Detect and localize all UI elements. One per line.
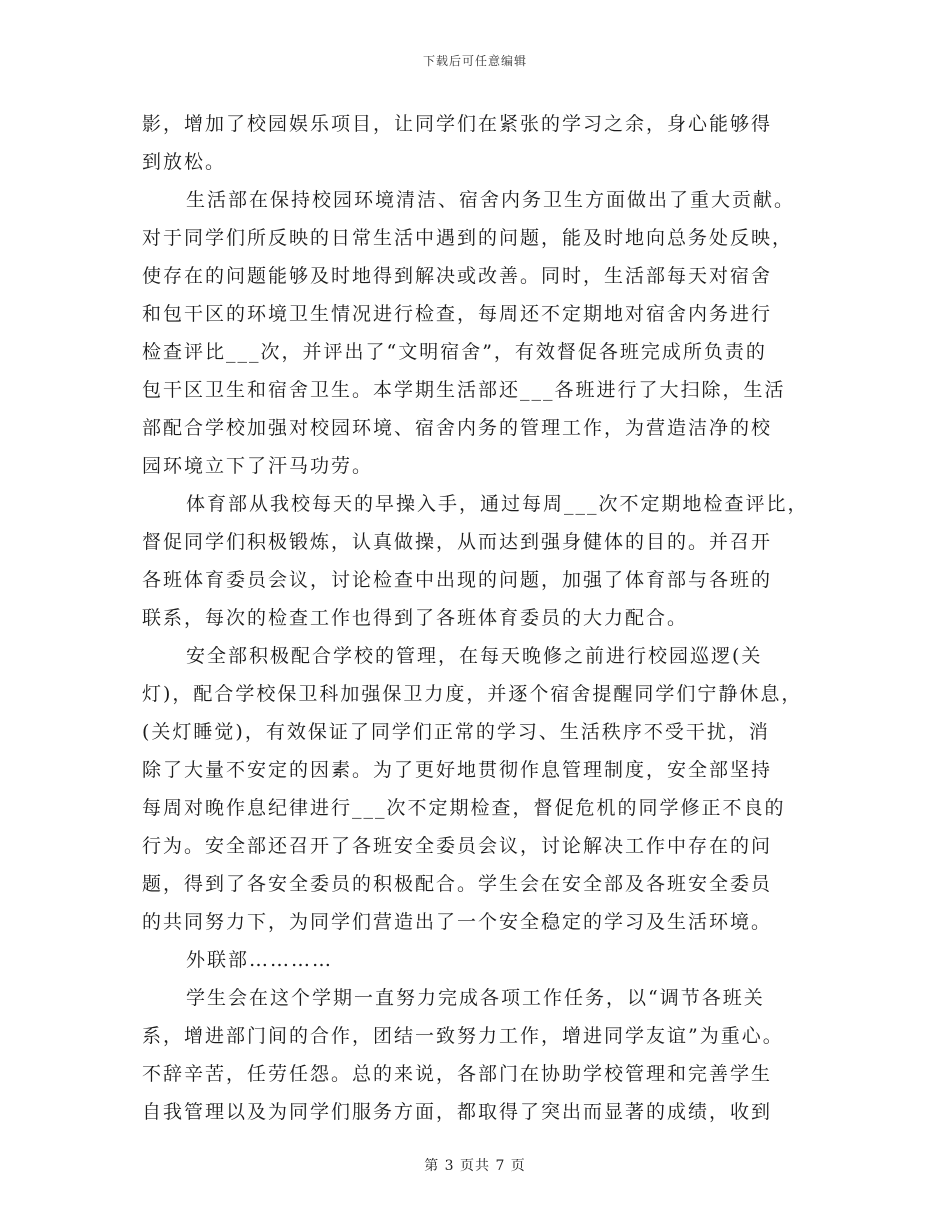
- paragraph-first-line: 学生会在这个学期一直努力完成各项工作任务，以“调节各班关: [186, 987, 765, 1009]
- paragraph-line: 每周对晚作息纪律进行___次不定期检查，督促危机的同学修正不良的: [142, 797, 786, 819]
- paragraph-line: 各班体育委员会议，讨论检查中出现的问题，加强了体育部与各班的: [142, 569, 773, 591]
- paragraph-line: 的共同努力下，为同学们营造出了一个安全稳定的学习及生活环境。: [142, 911, 773, 933]
- paragraph-first-line: 生活部在保持校园环境清洁、宿舍内务卫生方面做出了重大贡献。: [186, 189, 796, 211]
- paragraph-first-line: 体育部从我校每天的早操入手，通过每周___次不定期地检查评比，: [186, 493, 809, 515]
- paragraph-line: 联系，每次的检查工作也得到了各班体育委员的大力配合。: [142, 607, 689, 629]
- paragraph-line: 题，得到了各安全委员的积极配合。学生会在安全部及各班安全委员: [142, 873, 773, 895]
- document-body: [142, 105, 822, 1131]
- paragraph-line: 和包干区的环境卫生情况进行检查，每周还不定期地对宿舍内务进行: [142, 303, 773, 325]
- paragraph-line: 检查评比___次，并评出了“文明宿舍”，有效督促各班完成所负责的: [142, 341, 767, 363]
- paragraph-line: 包干区卫生和宿舍卫生。本学期生活部还___各班进行了大扫除，生活: [142, 379, 786, 401]
- paragraph-line: 自我管理以及为同学们服务方面，都取得了突出而显著的成绩，收到: [142, 1101, 773, 1123]
- paragraph-line: (关灯睡觉)，有效保证了同学们正常的学习、生活秩序不受干扰，消: [142, 721, 770, 743]
- paragraph-line: 影，增加了校园娱乐项目，让同学们在紧张的学习之余，身心能够得: [142, 113, 773, 135]
- paragraph-line: 系，增进部门间的合作，团结一致努力工作，增进同学友谊”为重心。: [142, 1025, 784, 1047]
- paragraph-line: 行为。安全部还召开了各班安全委员会议，讨论解决工作中存在的问: [142, 835, 773, 857]
- paragraph-first-line: 安全部积极配合学校的管理，在每天晚修之前进行校园巡逻(关: [186, 645, 763, 667]
- paragraph-line: 到放松。: [142, 151, 227, 173]
- paragraph-line: 督促同学们积极锻炼，认真做操，从而达到强身健体的目的。并召开: [142, 531, 773, 553]
- page-header: 下载后可任意编辑: [422, 54, 527, 68]
- paragraph-line: 部配合学校加强对校园环境、宿舍内务的管理工作，为营造洁净的校: [142, 417, 773, 439]
- paragraph-line: 对于同学们所反映的日常生活中遇到的问题，能及时地向总务处反映，: [142, 227, 794, 249]
- paragraph-first-line: 外联部…………: [186, 949, 334, 971]
- paragraph-line: 使存在的问题能够及时地得到解决或改善。同时，生活部每天对宿舍: [142, 265, 773, 287]
- paragraph-line: 园环境立下了汗马功劳。: [142, 455, 374, 477]
- paragraph-line: 灯)，配合学校保卫科加强保卫力度，并逐个宿舍提醒同学们宁静休息，: [142, 683, 803, 705]
- paragraph-line: 除了大量不安定的因素。为了更好地贯彻作息管理制度，安全部坚持: [142, 759, 773, 781]
- page-number-footer: 第 3 页共 7 页: [424, 1158, 526, 1174]
- paragraph-line: 不辞辛苦，任劳任怨。总的来说，各部门在协助学校管理和完善学生: [142, 1063, 773, 1085]
